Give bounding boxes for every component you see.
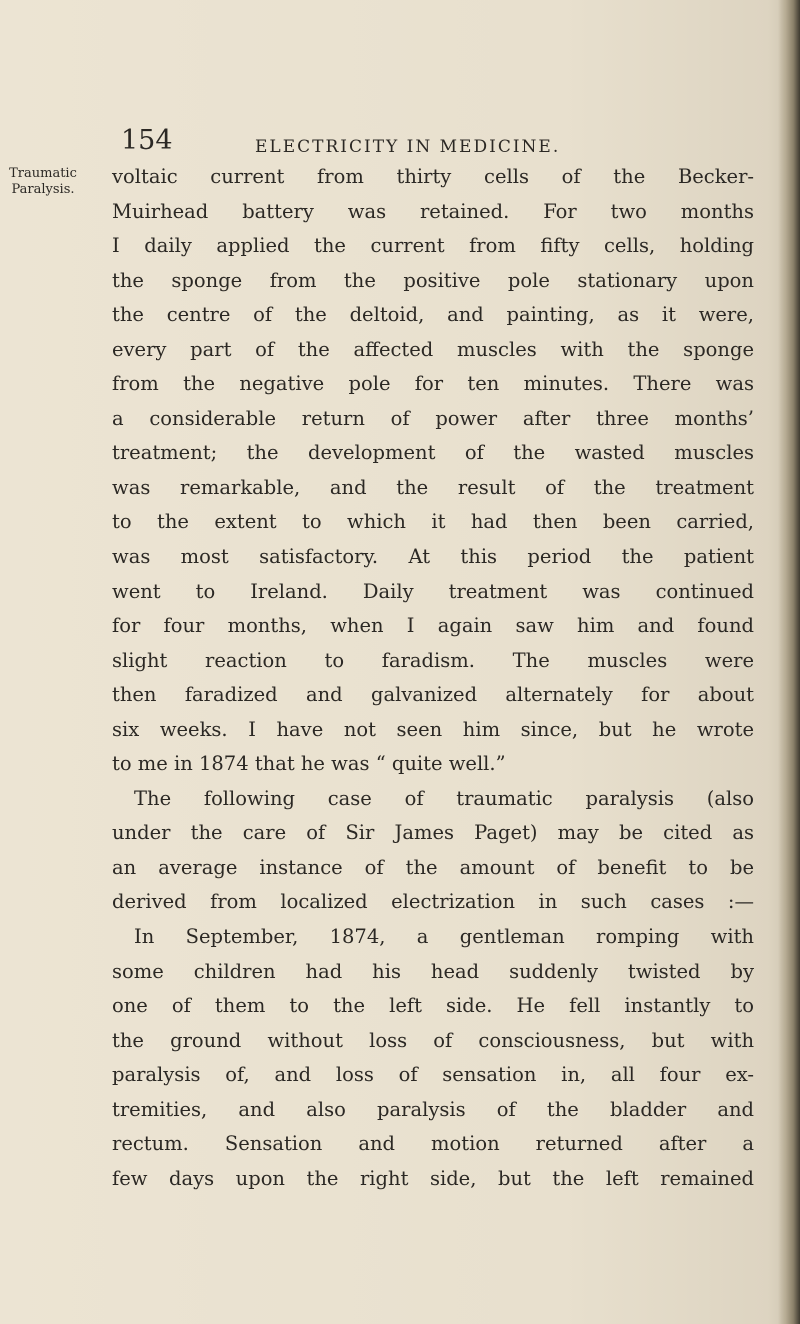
margin-note-line: Paralysis. <box>11 182 75 197</box>
text-line: few days upon the right side, but the left remained <box>112 1166 754 1190</box>
text-line: rectum. Sensation and motion returned after a <box>112 1132 754 1156</box>
text-line: under the care of Sir James Paget) may be cited as <box>112 821 754 845</box>
text-line: a considerable return of power after three months’ <box>112 406 754 430</box>
text-line: slight reaction to faradism. The muscles were <box>112 648 754 672</box>
text-line: then faradized and galvanized alternately for about <box>112 683 754 707</box>
text-line: the sponge from the positive pole stationary upon <box>112 268 754 292</box>
text-line: paralysis of, and loss of sensation in, all four ex- <box>112 1063 754 1087</box>
text-line: from the negative pole for ten minutes. There was <box>112 372 754 396</box>
text-line: one of them to the left side. He fell instantly to <box>112 994 754 1018</box>
text-line: Muirhead battery was retained. For two months <box>112 199 754 223</box>
text-line: every part of the affected muscles with the sponge <box>112 337 754 361</box>
margin-note <box>6 166 80 198</box>
text-line: treatment; the development of the wasted muscles <box>112 441 754 465</box>
text-line: The following case of traumatic paralysis (also <box>134 786 754 810</box>
text-line: I daily applied the current from fifty cells, holding <box>112 234 754 258</box>
text-line: tremities, and also paralysis of the bladder and <box>112 1097 754 1121</box>
text-line: some children had his head suddenly twisted by <box>112 959 754 983</box>
text-line: voltaic current from thirty cells of the Becker- <box>112 165 754 188</box>
text-line: derived from localized electrization in such cases :— <box>112 890 754 914</box>
text-line: the ground without loss of consciousness, but with <box>112 1028 754 1052</box>
margin-note-line: Traumatic <box>9 166 77 181</box>
text-line: went to Ireland. Daily treatment was continued <box>112 579 754 603</box>
text-line: was most satisfactory. At this period the patient <box>112 545 754 569</box>
text-line: the centre of the deltoid, and painting, as it were, <box>112 303 754 327</box>
running-head: ELECTRICITY IN MEDICINE. <box>255 137 561 157</box>
page-number: 154 <box>121 125 173 156</box>
body-text <box>112 160 754 1196</box>
text-line: six weeks. I have not seen him since, but he wrote <box>112 717 754 741</box>
text-line: In September, 1874, a gentleman romping with <box>134 925 754 949</box>
book-binding-edge <box>778 0 800 1324</box>
text-line: to the extent to which it had then been carried, <box>112 510 754 534</box>
text-line: for four months, when I again saw him and found <box>112 614 754 638</box>
text-line: an average instance of the amount of benefit to be <box>112 855 754 879</box>
text-line: to me in 1874 that he was “ quite well.” <box>112 752 506 776</box>
text-line: was remarkable, and the result of the treatment <box>112 475 754 499</box>
